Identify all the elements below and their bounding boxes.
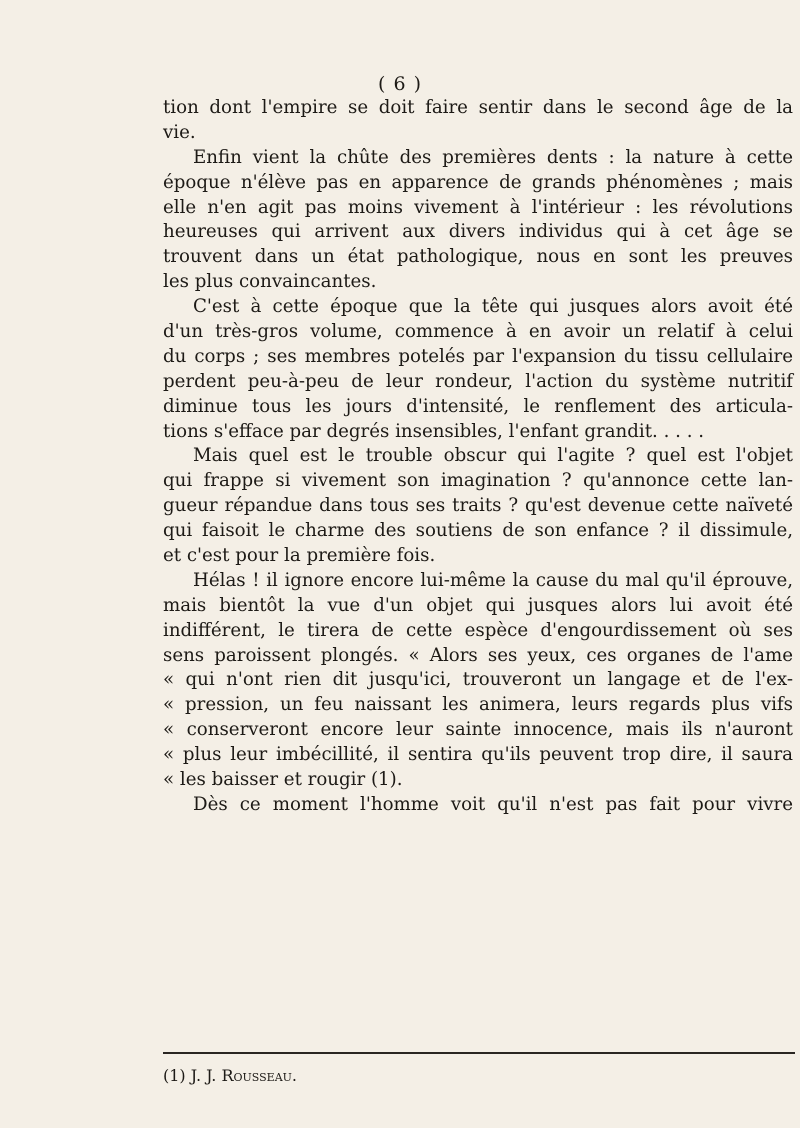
text-line: « pression, un feu naissant les animera, leurs regards plus vifs	[163, 694, 793, 716]
text-line: Enfin vient la chûte des premières dents : la nature à cette	[193, 146, 793, 168]
text-line: « les baisser et rougir (1).	[163, 769, 403, 791]
text-line: sens paroissent plongés. « Alors ses yeux, ces organes de l'ame	[163, 644, 793, 666]
text-line: époque n'élève pas en apparence de grands phénomènes ; mais	[163, 171, 793, 193]
footnote-rule	[163, 1052, 795, 1054]
text-line: « conserveront encore leur sainte innocence, mais ils n'auront	[163, 719, 793, 741]
text-line: qui faisoit le charme des soutiens de son enfance ? il dissimule,	[163, 520, 793, 542]
text-line: vie.	[163, 121, 196, 143]
text-line: heureuses qui arrivent aux divers individus qui à cet âge se	[163, 221, 793, 243]
text-line: perdent peu-à-peu de leur rondeur, l'action du système nutritif	[163, 370, 793, 392]
footnote-text: J. J. Rousseau.	[190, 1066, 297, 1085]
body-text	[163, 96, 793, 818]
text-line: elle n'en agit pas moins vivement à l'intérieur : les révolutions	[163, 196, 793, 218]
text-line: du corps ; ses membres potelés par l'expansion du tissu cellulaire	[163, 345, 793, 367]
text-line: indifférent, le tirera de cette espèce d'engourdissement où ses	[163, 619, 793, 641]
footnote-marker: (1)	[163, 1066, 186, 1085]
text-line: d'un très-gros volume, commence à en avoir un relatif à celui	[163, 321, 793, 343]
text-line: et c'est pour la première fois.	[163, 545, 436, 567]
text-line: les plus convaincantes.	[163, 271, 377, 293]
text-line: trouvent dans un état pathologique, nous en sont les preuves	[163, 246, 793, 268]
text-line: Dès ce moment l'homme voit qu'il n'est pas fait pour vivre	[193, 793, 793, 815]
footnote	[163, 1066, 297, 1085]
text-line: Mais quel est le trouble obscur qui l'agite ? quel est l'objet	[193, 445, 793, 467]
text-line: « qui n'ont rien dit jusqu'ici, trouveront un langage et de l'ex-	[163, 669, 793, 691]
text-line: « plus leur imbécillité, il sentira qu'ils peuvent trop dire, il saura	[163, 744, 793, 766]
text-line: Hélas ! il ignore encore lui-même la cause du mal qu'il éprouve,	[193, 569, 793, 591]
page-number: ( 6 )	[378, 73, 422, 95]
text-line: qui frappe si vivement son imagination ? qu'annonce cette lan-	[163, 470, 793, 492]
text-line: tions s'efface par degrés insensibles, l'enfant grandit. . . . .	[163, 420, 705, 442]
text-line: tion dont l'empire se doit faire sentir dans le second âge de la	[163, 97, 793, 118]
text-line: mais bientôt la vue d'un objet qui jusques alors lui avoit été	[163, 594, 793, 616]
text-line: diminue tous les jours d'intensité, le renflement des articula-	[163, 395, 793, 417]
text-line: gueur répandue dans tous ses traits ? qu'est devenue cette naïveté	[163, 495, 793, 517]
text-line: C'est à cette époque que la tête qui jusques alors avoit été	[193, 296, 793, 318]
